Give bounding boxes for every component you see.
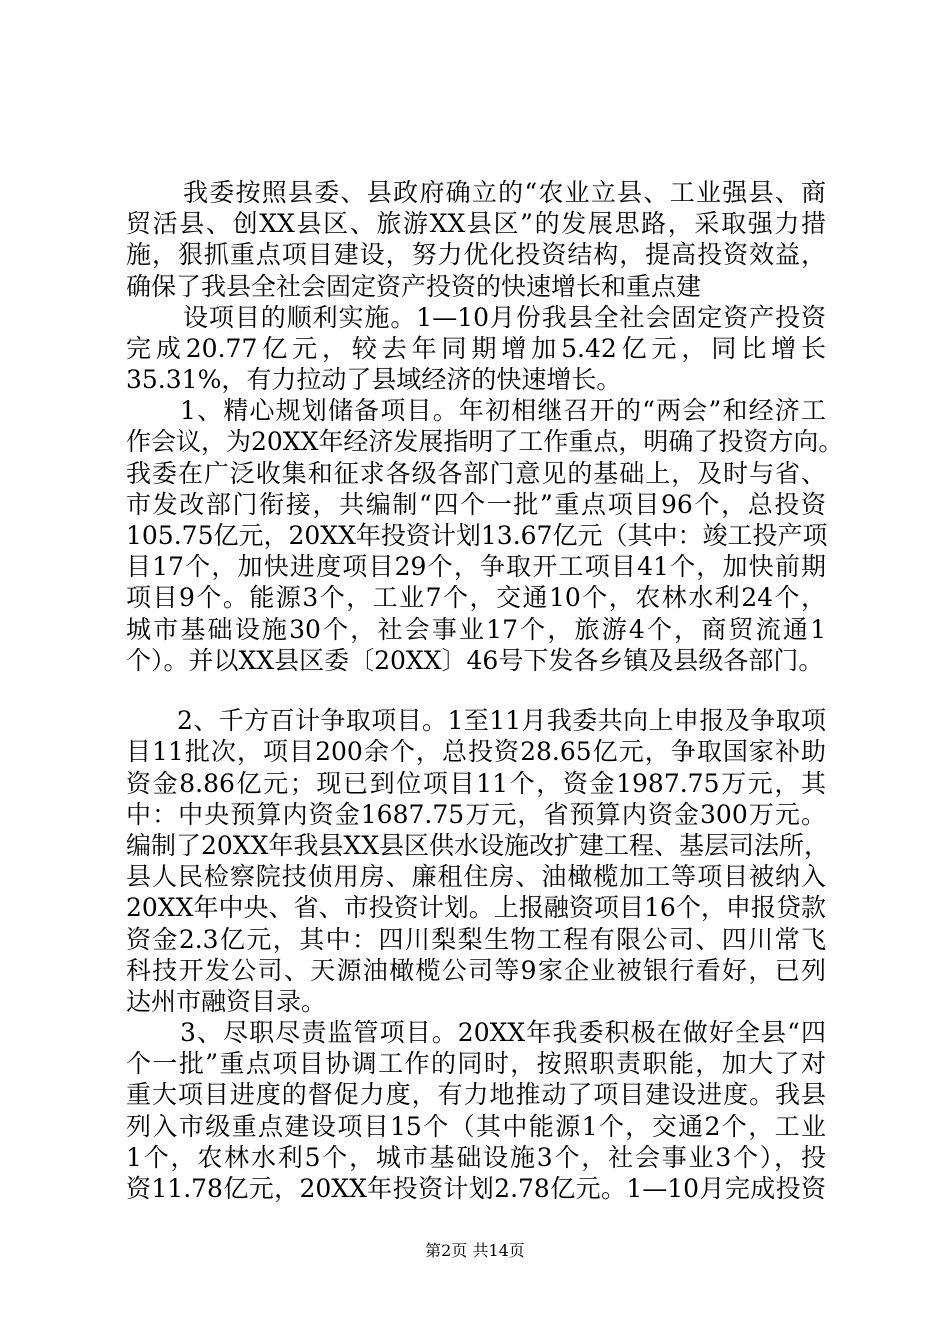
text-line: 20XX年中央、省、市投资计划。上报融资项目16个，申报贷款: [126, 893, 826, 922]
text-line: 贸活县、创XX县区、旅游XX县区”的发展思路，采取强力措: [126, 209, 826, 238]
text-line: 2、千方百计争取项目。1至11月我委共向上申报及争取项: [177, 706, 826, 735]
text-line: 资金8.86亿元；现已到位项目11个，资金1987.75万元，其: [126, 769, 826, 798]
text-line: 县人民检察院技侦用房、廉租住房、油橄榄加工等项目被纳入: [126, 862, 826, 891]
text-line: 科技开发公司、天源油橄榄公司等9家企业被银行看好，已列: [126, 956, 826, 985]
text-line: 个）。并以XX县区委〔20XX〕46号下发各乡镇及县级各部门。: [126, 646, 824, 675]
text-line: 3、尽职尽责监管项目。20XX年我委积极在做好全县“四: [180, 1018, 826, 1047]
text-line: 列入市级重点建设项目15个（其中能源1个，交通2个，工业: [126, 1112, 826, 1141]
text-line: 达州市融资目录。: [126, 987, 327, 1016]
text-line: 重大项目进度的督促力度，有力地推动了项目建设进度。我县: [126, 1080, 826, 1109]
text-line: 确保了我县全社会固定资产投资的快速增长和重点建: [126, 272, 702, 301]
text-line: 1、精心规划储备项目。年初相继召开的“两会”和经济工: [180, 396, 826, 425]
text-line: 设项目的顺利实施。1—10月份我县全社会固定资产投资: [183, 303, 826, 332]
text-line: 中：中央预算内资金1687.75万元，省预算内资金300万元。: [126, 800, 826, 829]
page-footer: 第2页 共14页: [425, 1241, 525, 1260]
text-line: 我委按照县委、县政府确立的“农业立县、工业强县、商: [183, 178, 826, 207]
text-line: 个一批”重点项目协调工作的同时，按照职责职能，加大了对: [126, 1049, 826, 1078]
text-line: 资金2.3亿元，其中：四川梨梨生物工程有限公司、四川常飞: [126, 925, 826, 954]
text-line: 施，狠抓重点项目建设，努力优化投资结构，提高投资效益，: [126, 240, 826, 269]
text-line: 完成20.77亿元，较去年同期增加5.42亿元，同比增长: [126, 334, 826, 363]
text-line: 1个，农林水利5个，城市基础设施3个，社会事业3个），投: [126, 1143, 826, 1172]
text-line: 城市基础设施30个，社会事业17个，旅游4个，商贸流通1: [126, 615, 826, 644]
text-line: 资11.78亿元，20XX年投资计划2.78亿元。1—10月完成投资: [126, 1174, 826, 1203]
text-line: 35.31%，有力拉动了县域经济的快速增长。: [126, 365, 622, 394]
text-line: 105.75亿元，20XX年投资计划13.67亿元（其中：竣工投产项: [126, 521, 828, 550]
text-line: 编制了20XX年我县XX县区供水设施改扩建工程、基层司法所，: [126, 831, 830, 860]
text-line: 市发改部门衔接，共编制“四个一批”重点项目96个，总投资: [126, 490, 826, 519]
text-line: 项目9个。能源3个，工业7个，交通10个，农林水利24个，: [126, 583, 826, 612]
text-line: 目17个，加快进度项目29个，争取开工项目41个，加快前期: [126, 552, 826, 581]
text-line: 目11批次，项目200余个，总投资28.65亿元，争取国家补助: [126, 737, 826, 766]
text-line: 作会议，为20XX年经济发展指明了工作重点，明确了投资方向。: [126, 427, 844, 456]
text-line: 我委在广泛收集和征求各级各部门意见的基础上，及时与省、: [126, 459, 826, 488]
